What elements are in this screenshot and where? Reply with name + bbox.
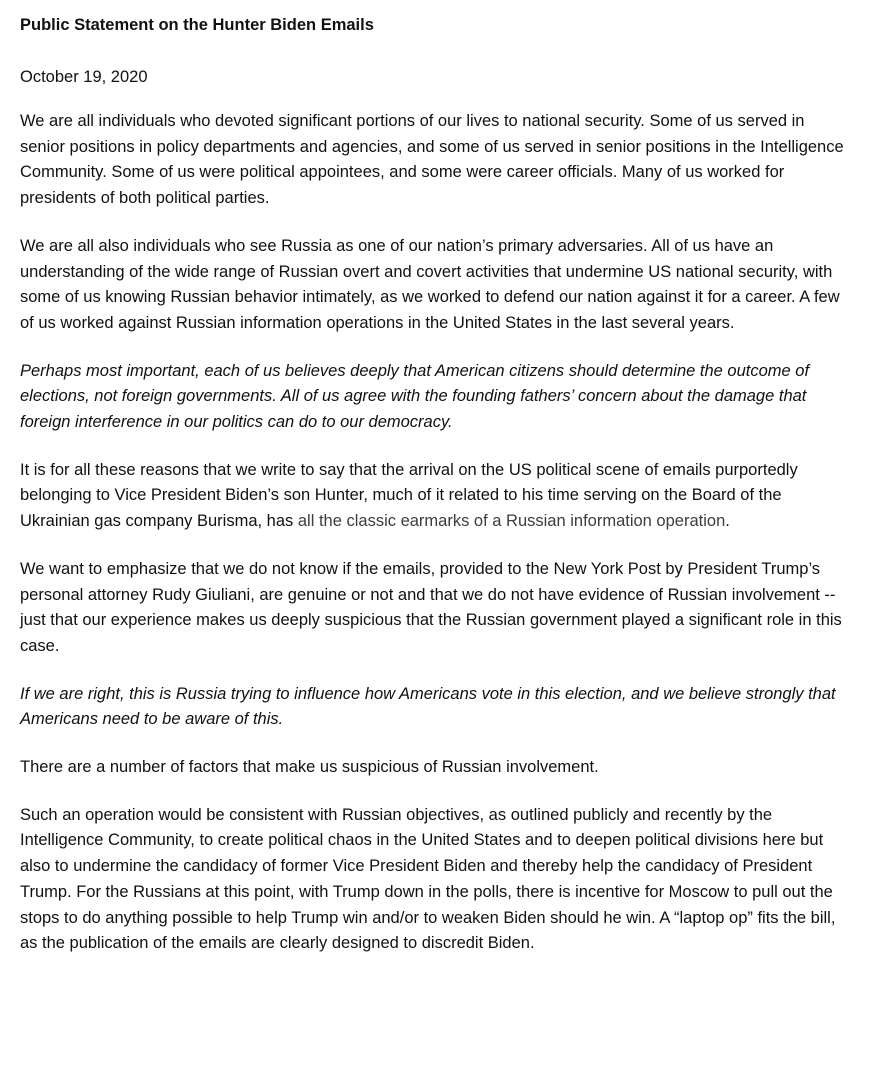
document-date: October 19, 2020 <box>20 68 148 86</box>
earmarks-phrase: all the classic earmarks of a Russian information operation <box>297 512 726 531</box>
paragraph-russian-objectives: Such an operation would be consistent with Russian objectives, as outlined publicly and recently by the Intelligence Community, to create political chaos in the United States and to deepen political divisions here but also to undermine the candidacy of former Vice President Biden and thereby help the candidacy of President Trump. For the Russians at this point, with Trump down in the polls, there is incentive for Moscow to pull out the stops to do anything possible to help Trump win and/or to weaken Biden should he win. A “laptop op” fits the bill, as the publication of the emails are clearly designed to discredit Biden. <box>20 805 836 953</box>
paragraph-emails-arrival-end: . <box>725 512 730 531</box>
paragraph-citizens-elections: Perhaps most important, each of us believes deeply that American citizens should determine the outcome of elections, not foreign governments. All of us agree with the founding fathers’ concern about the damage that foreign interference in our politics can do to our democracy. <box>20 361 810 432</box>
paragraph-national-security: We are all individuals who devoted significant portions of our lives to national security. Some of us served in senior positions in policy departments and agencies, and some of us served in senior positions in the Intelligence Community. Some of us were political appointees, and some were career officials. Many of us worked for presidents of both political parties. <box>20 112 844 208</box>
document-title: Public Statement on the Hunter Biden Emails <box>20 16 374 34</box>
paragraph-factors: There are a number of factors that make us suspicious of Russian involvement. <box>20 758 599 777</box>
paragraph-emails-arrival-text: It is for all these reasons that we write to say that the arrival on the US political scene of emails purportedly belonging to Vice President Biden’s son Hunter, much of it related to his time serving on the Board of the Ukrainian gas company Burisma, has <box>20 460 798 531</box>
paragraph-russia-adversaries: We are all also individuals who see Russia as one of our nation’s primary adversaries. All of us have an understanding of the wide range of Russian overt and covert activities that undermine US national security, with some of us knowing Russian behavior intimately, as we worked to defend our nation against it for a career. A few of us worked against Russian information operations in the United States in the last several years. <box>20 236 840 332</box>
paragraph-emphasis: We want to emphasize that we do not know if the emails, provided to the New York Post by President Trump’s personal attorney Rudy Giuliani, are genuine or not and that we do not have evidence of Russian involvement -- just that our experience makes us deeply suspicious that the Russian government played a significant role in this case. <box>20 559 842 655</box>
paragraph-if-right: If we are right, this is Russia trying to influence how Americans vote in this election, and we believe strongly that Americans need to be aware of this. <box>20 684 836 729</box>
document-page <box>20 14 850 957</box>
paragraph-emails-arrival <box>20 458 850 535</box>
